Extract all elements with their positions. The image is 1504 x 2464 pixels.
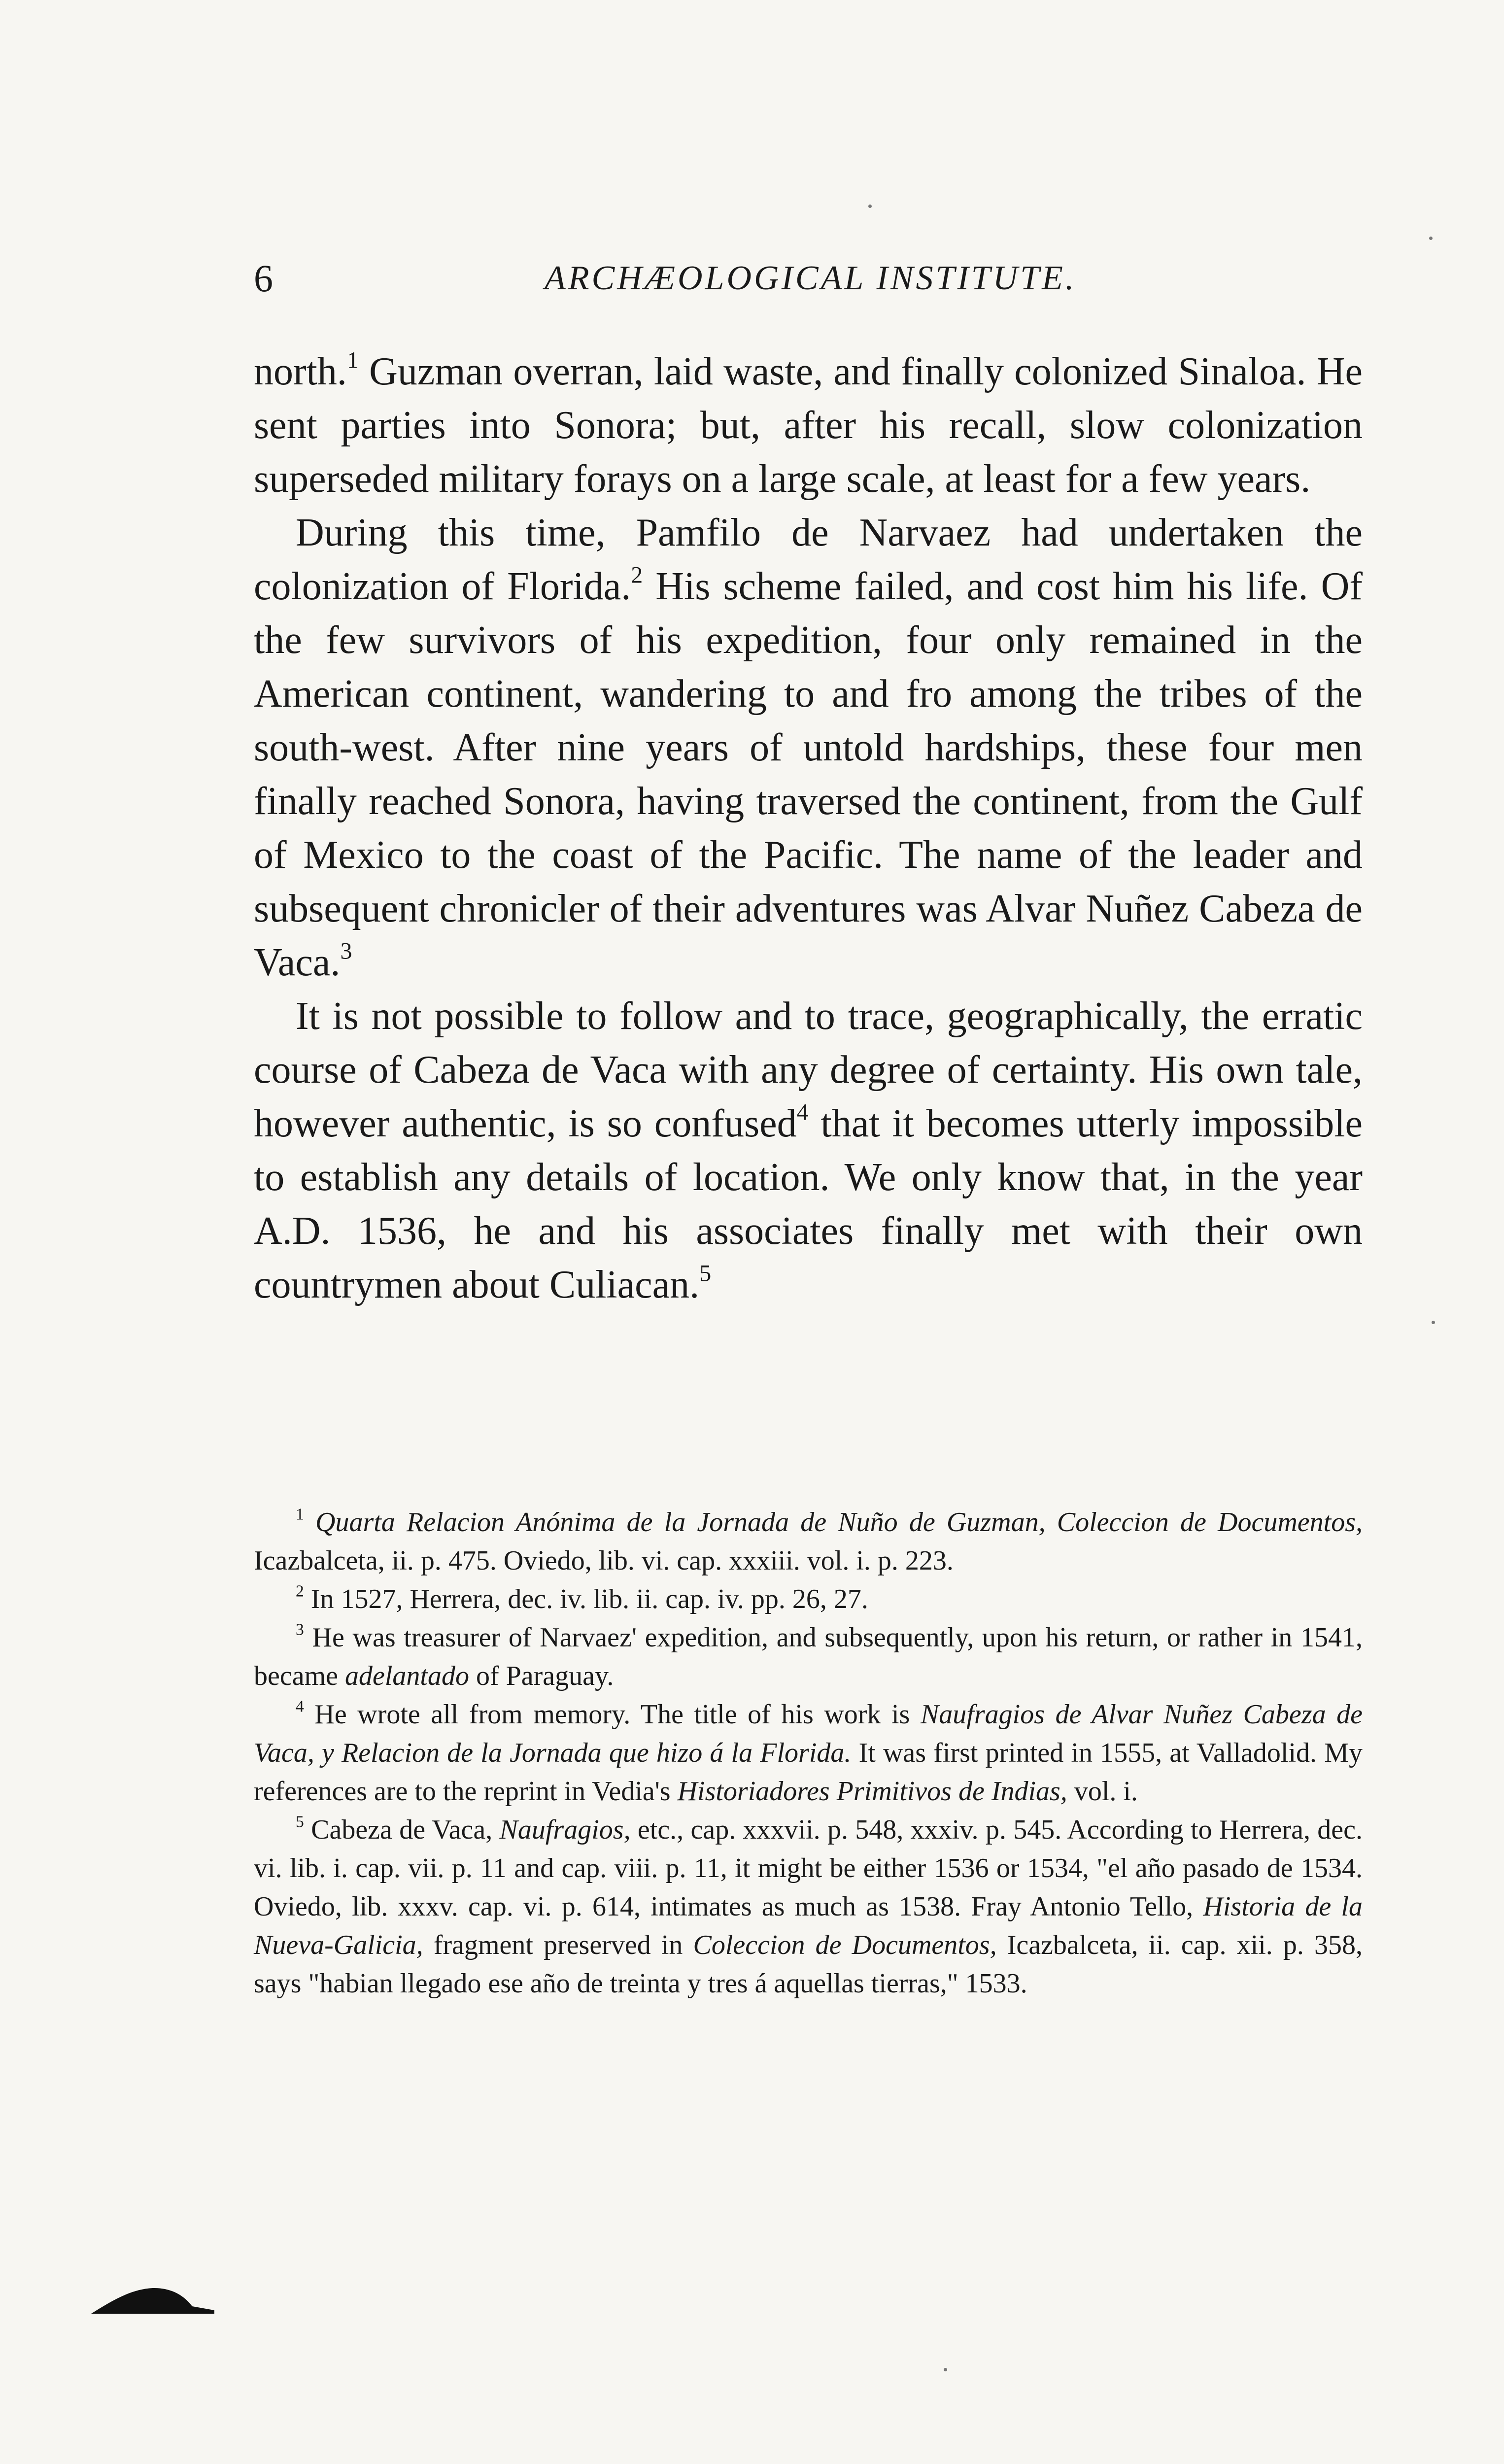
- text: It was first printed in 1555, at Valladolid. My references are to the reprint in Vedia's: [254, 1738, 1363, 1807]
- footnote-mark: 3: [296, 1620, 304, 1639]
- paragraph-2: [254, 506, 1363, 990]
- footnote-ref-5: 5: [699, 1260, 712, 1287]
- footnote-5: [254, 1811, 1363, 2003]
- text: During this time, Pamfilo de Narvaez had undertaken the colonization of Florida.: [254, 511, 1363, 608]
- text: It is not possible to follow and to trace, geographically, the erratic course of Cabeza de Vaca with any degree of certainty. His own tale, however authentic, is so confused: [254, 994, 1363, 1145]
- footnote-mark: 5: [296, 1813, 304, 1831]
- text: of Paraguay.: [469, 1661, 614, 1691]
- text: etc., cap. xxxvii. p. 548, xxxiv. p. 545. According to Herrera, dec. vi. lib. i. cap. vii. p. 11 and cap. viii. p. 11, it might be either 1536 or 1534, "el año pasado de 1534. Oviedo, lib. xxxv. cap. vi. p. 614, intimates as much as 1538. Fray Antonio Tello,: [254, 1814, 1363, 1922]
- text: that it becomes utterly impossible to establish any details of location. We only know that, in the year: [254, 1102, 1363, 1199]
- text: He wrote all from memory. The title of his work is: [304, 1699, 921, 1730]
- text: fragment preserved in: [423, 1930, 693, 1960]
- text: 1536, he and his associates finally met with their own countrymen about Culiacan.: [254, 1209, 1363, 1306]
- footnote-3: [254, 1618, 1363, 1695]
- running-head: ARCHÆOLOGICAL INSTITUTE.: [545, 259, 1077, 297]
- footnote-mark: 4: [296, 1697, 304, 1716]
- anno-domini: A.D.: [254, 1209, 331, 1253]
- footnote-ref-1: 1: [346, 347, 359, 374]
- speck: [944, 2368, 947, 2371]
- footnote-ref-2: 2: [631, 562, 643, 588]
- page-header: [254, 249, 1190, 308]
- text: Icazbalceta, ii. p. 475. Oviedo, lib. vi. cap. xxxiii. vol. i. p. 223.: [254, 1545, 954, 1576]
- citation-title: Quarta Relacion Anónima de la Jornada de Nuño de Guzman, Coleccion de Documentos,: [315, 1507, 1363, 1538]
- text: Guzman overran, laid waste, and finally colonized Sinaloa. He sent parties into Sonora; but, after his recall, slow colonization superseded military forays on a large scale, at least for a few years.: [254, 350, 1363, 501]
- ink-blot: [91, 2287, 214, 2314]
- citation-title: Naufragios,: [499, 1814, 631, 1845]
- body-text: [254, 345, 1363, 1312]
- citation-title: Coleccion de Documentos,: [693, 1930, 997, 1960]
- footnote-1: [254, 1503, 1363, 1580]
- footnote-4: [254, 1695, 1363, 1811]
- footnotes: [254, 1503, 1363, 2003]
- citation-title: Naufragios de Alvar Nuñez Cabeza de Vaca, y Relacion de la Jornada que hizo á la Florida.: [254, 1699, 1363, 1768]
- speck: [868, 205, 872, 208]
- footnote-2: [254, 1580, 1363, 1618]
- text: Cabeza de Vaca,: [304, 1814, 500, 1845]
- text: He was treasurer of Narvaez' expedition, and subsequently, upon his return, or rather in 1541, became: [254, 1622, 1363, 1691]
- italic-term: adelantado: [344, 1661, 469, 1691]
- paragraph-1: [254, 345, 1363, 506]
- text: north.: [254, 350, 347, 393]
- citation-title: Historia de la Nueva-Galicia,: [254, 1891, 1363, 1960]
- text: Icazbalceta, ii. cap. xii. p. 358, says "habian llegado ese año de treinta y tres á aquellas tierras," 1533.: [254, 1930, 1363, 1999]
- text: His scheme failed, and cost him his life. Of the few survivors of his expedition, four only remained in the American continent, wandering to and fro among the tribes of the south-west. After nine years of untold hardships, these four men finally reached Sonora, having traversed the continent, from the Gulf of Mexico to the coast of the Pacific. The name of the leader and subsequent chronicler of their adventures was Alvar Nuñez Cabeza de Vaca.: [254, 565, 1363, 984]
- speck: [1432, 1321, 1435, 1324]
- footnote-mark: 1: [296, 1505, 304, 1524]
- citation-title: Historiadores Primitivos de Indias,: [677, 1776, 1067, 1807]
- footnote-mark: 2: [296, 1582, 304, 1601]
- footnote-ref-4: 4: [796, 1099, 809, 1126]
- paragraph-3: [254, 990, 1363, 1312]
- footnote-ref-3: 3: [340, 938, 352, 964]
- speck: [1429, 237, 1433, 240]
- text: vol. i.: [1067, 1776, 1138, 1807]
- text: In 1527, Herrera, dec. iv. lib. ii. cap. iv. pp. 26, 27.: [304, 1584, 868, 1614]
- page-number: 6: [254, 257, 273, 300]
